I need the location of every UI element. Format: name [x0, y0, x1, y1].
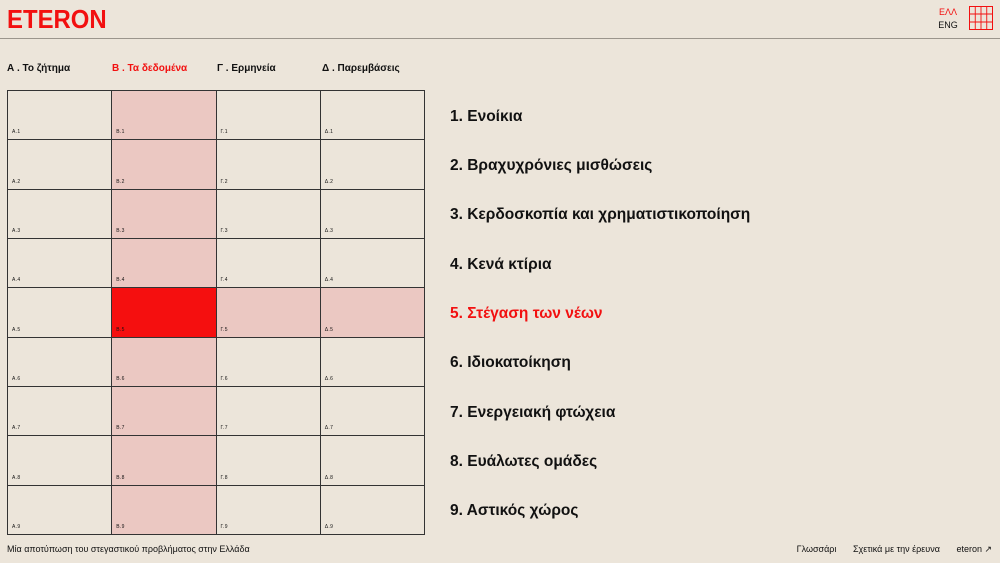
grid-cell[interactable] — [112, 91, 216, 140]
grid-cell-label: Β.4 — [116, 277, 125, 284]
grid-cell[interactable] — [112, 190, 216, 239]
grid-cell[interactable] — [8, 387, 112, 436]
language-english[interactable]: ENG — [938, 20, 958, 30]
footer-link-eteron[interactable]: eteron ↗ — [956, 544, 992, 554]
eteron-logo[interactable]: ETERON — [7, 4, 107, 34]
grid-cell-label: Β.6 — [116, 375, 125, 382]
grid-cell-label: Α.3 — [12, 227, 21, 234]
grid-cell-label: Α.1 — [12, 129, 21, 136]
language-switcher — [937, 6, 959, 32]
grid-cell[interactable] — [112, 436, 216, 485]
grid-cell[interactable] — [217, 338, 321, 387]
grid-cell-label: Α.4 — [12, 277, 21, 284]
topic-item[interactable]: 2. Βραχυχρόνιες μισθώσεις — [450, 157, 653, 174]
grid-cell[interactable] — [217, 387, 321, 436]
grid-cell[interactable] — [8, 140, 112, 189]
topic-item[interactable]: 7. Ενεργειακή φτώχεια — [450, 404, 616, 421]
grid-cell[interactable] — [112, 338, 216, 387]
section-tabs — [0, 63, 430, 79]
grid-cell-label: Δ.4 — [324, 277, 334, 284]
grid-cell-label: Δ.2 — [324, 178, 334, 185]
grid-cell[interactable] — [217, 91, 321, 140]
grid-cell-label: Α.9 — [12, 523, 21, 530]
grid-cell[interactable] — [8, 436, 112, 485]
tab-data[interactable]: Β . Τα δεδομένα — [112, 63, 188, 74]
grid-cell-label: Γ.2 — [220, 178, 228, 185]
grid-cell-label: Γ.6 — [220, 375, 228, 382]
grid-cell[interactable] — [321, 140, 425, 189]
grid-cell-label: Β.2 — [116, 178, 125, 185]
grid-cell-label: Γ.7 — [220, 425, 228, 432]
topic-item[interactable]: 5. Στέγαση των νέων — [450, 305, 603, 322]
grid-cell[interactable] — [112, 239, 216, 288]
language-greek[interactable]: ΕΛΛ — [938, 7, 958, 17]
grid-cell-label: Δ.5 — [324, 326, 334, 333]
grid-cell-label: Δ.7 — [324, 425, 334, 432]
grid-cell[interactable] — [321, 91, 425, 140]
footer-link-about[interactable]: Σχετικά με την έρευνα — [852, 544, 940, 554]
grid-cell[interactable] — [8, 288, 112, 337]
tab-issue[interactable]: Α . Το ζήτημα — [7, 63, 71, 74]
grid-cell[interactable] — [8, 338, 112, 387]
grid-cell-label: Δ.9 — [324, 523, 334, 530]
grid-cell-label: Β.8 — [116, 474, 125, 481]
grid-cell-label: Γ.1 — [220, 129, 228, 136]
grid-cell[interactable] — [321, 338, 425, 387]
grid-cell[interactable] — [217, 190, 321, 239]
grid-cell[interactable] — [217, 436, 321, 485]
grid-cell-label: Β.9 — [116, 523, 125, 530]
grid-cell-label: Γ.9 — [220, 523, 228, 530]
grid-menu-icon[interactable] — [969, 6, 993, 30]
grid-cell[interactable] — [8, 486, 112, 535]
grid-cell-label: Α.8 — [12, 474, 21, 481]
grid-cell-label: Γ.3 — [220, 227, 228, 234]
topic-item[interactable]: 4. Κενά κτίρια — [450, 256, 552, 273]
topic-item[interactable]: 1. Ενοίκια — [450, 108, 523, 125]
topic-item[interactable]: 9. Αστικός χώρος — [450, 502, 579, 519]
grid-cell-label: Β.7 — [116, 425, 125, 432]
grid-cell[interactable] — [217, 140, 321, 189]
grid-cell-label: Α.6 — [12, 375, 21, 382]
footer-tagline: Μία αποτύπωση του στεγαστικού προβλήματος στην Ελλάδα — [7, 544, 250, 554]
grid-cell[interactable] — [321, 239, 425, 288]
topic-item[interactable]: 8. Ευάλωτες ομάδες — [450, 453, 598, 470]
topic-item[interactable]: 6. Ιδιοκατοίκηση — [450, 354, 571, 371]
grid-cell[interactable] — [112, 140, 216, 189]
grid-cell-label: Β.5 — [116, 326, 125, 333]
grid-cell-label: Δ.8 — [324, 474, 334, 481]
grid-cell[interactable] — [112, 486, 216, 535]
grid-cell[interactable] — [321, 486, 425, 535]
footer-links — [783, 544, 992, 555]
grid-cell[interactable] — [8, 190, 112, 239]
topic-item[interactable]: 3. Κερδοσκοπία και χρηματιστικοποίηση — [450, 206, 751, 223]
grid-cell-label: Δ.1 — [324, 129, 334, 136]
grid-cell-label: Α.7 — [12, 425, 21, 432]
grid-cell[interactable] — [112, 387, 216, 436]
grid-cell-label: Γ.8 — [220, 474, 228, 481]
grid-cell[interactable] — [217, 288, 321, 337]
grid-cell[interactable] — [8, 91, 112, 140]
grid-cell[interactable] — [112, 288, 216, 337]
grid-cell[interactable] — [217, 239, 321, 288]
header — [0, 0, 1000, 39]
navigation-grid — [7, 90, 425, 535]
grid-cell-label: Β.3 — [116, 227, 125, 234]
grid-cell[interactable] — [321, 288, 425, 337]
grid-cell-label: Δ.3 — [324, 227, 334, 234]
grid-cell-label: Β.1 — [116, 129, 125, 136]
grid-cell[interactable] — [321, 387, 425, 436]
grid-cell-label: Α.5 — [12, 326, 21, 333]
grid-cell-label: Α.2 — [12, 178, 21, 185]
grid-cell-label: Δ.6 — [324, 375, 334, 382]
tab-interventions[interactable]: Δ . Παρεμβάσεις — [322, 63, 400, 74]
tab-interpretation[interactable]: Γ . Ερμηνεία — [217, 63, 276, 74]
grid-cell-label: Γ.5 — [220, 326, 228, 333]
footer-link-glossary[interactable]: Γλωσσάρι — [796, 544, 837, 554]
grid-cell[interactable] — [321, 436, 425, 485]
grid-cell[interactable] — [217, 486, 321, 535]
grid-cell[interactable] — [8, 239, 112, 288]
grid-cell[interactable] — [321, 190, 425, 239]
grid-cell-label: Γ.4 — [220, 277, 228, 284]
